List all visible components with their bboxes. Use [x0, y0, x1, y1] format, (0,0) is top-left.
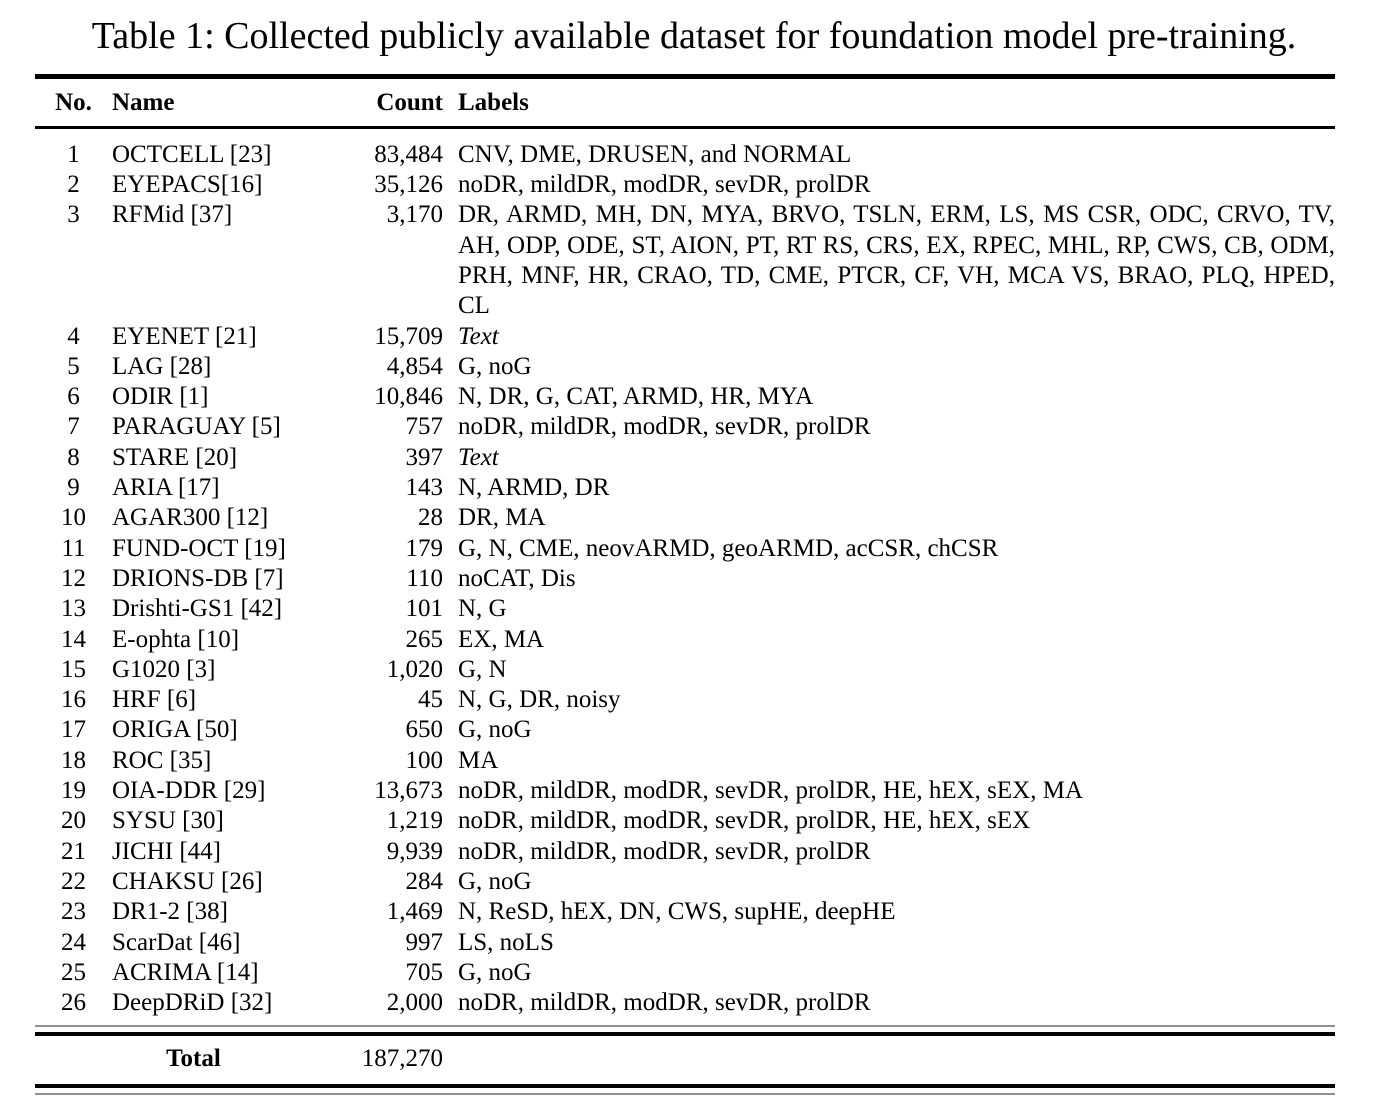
dataset-count-cell: 9,939: [386, 837, 443, 865]
rule-above-total: [35, 1025, 1335, 1036]
dataset-labels-cell: G, N: [458, 655, 507, 683]
row-number-cell: 6: [67, 383, 80, 411]
row-number-cell: 9: [67, 474, 80, 502]
dataset-name-cell: HRF [6]: [112, 686, 197, 714]
dataset-name-cell: DeepDRiD [32]: [112, 989, 273, 1017]
header-count: Count: [352, 76, 443, 127]
dataset-count-cell: 2,000: [386, 989, 443, 1017]
table-row: [35, 594, 1335, 624]
dataset-name-cell: SYSU [30]: [112, 807, 224, 835]
total-label: Total: [166, 1045, 221, 1073]
dataset-name-cell: PARAGUAY [5]: [112, 413, 281, 441]
dataset-labels-cell: CNV, DME, DRUSEN, and NORMAL: [458, 140, 852, 168]
dataset-count-cell: 179: [405, 534, 443, 562]
dataset-count-cell: 45: [418, 686, 443, 714]
table-row: [35, 503, 1335, 533]
dataset-labels-cell: G, noG: [458, 716, 532, 744]
dataset-name-cell: G1020 [3]: [112, 655, 216, 683]
double-rule-bottom: [35, 1084, 1335, 1095]
total-empty-cell: [443, 1036, 1335, 1083]
dataset-name-cell: OCTCELL [23]: [112, 140, 272, 168]
dataset-name-cell: LAG [28]: [112, 352, 212, 380]
table-row: [35, 837, 1335, 867]
header-no: No.: [35, 76, 112, 127]
dataset-count-cell: 650: [405, 716, 443, 744]
dataset-name-cell: EYENET [21]: [112, 322, 257, 350]
dataset-count-cell: 265: [405, 625, 443, 653]
dataset-count-cell: 101: [405, 595, 443, 623]
row-number-cell: 4: [67, 322, 80, 350]
row-number-cell: 26: [61, 989, 86, 1017]
dataset-labels-cell: G, noG: [458, 867, 532, 895]
table-row: [35, 685, 1335, 715]
dataset-count-cell: 705: [405, 958, 443, 986]
dataset-name-cell: DRIONS-DB [7]: [112, 564, 284, 592]
table-row: [35, 443, 1335, 473]
row-number-cell: 16: [61, 686, 86, 714]
header-name: Name: [112, 76, 352, 127]
dataset-count-cell: 3,170: [386, 201, 443, 229]
row-number-cell: 10: [61, 504, 86, 532]
dataset-name-cell: CHAKSU [26]: [112, 867, 263, 895]
dataset-labels-cell: MA: [458, 746, 499, 774]
row-number-cell: 5: [67, 352, 80, 380]
row-number-cell: 7: [67, 413, 80, 441]
dataset-labels-cell: G, noG: [458, 352, 532, 380]
dataset-name-cell: OIA-DDR [29]: [112, 777, 266, 805]
table-row: [35, 127, 1335, 170]
dataset-labels-cell: G, noG: [458, 958, 532, 986]
table-row: [35, 988, 1335, 1025]
dataset-name-cell: STARE [20]: [112, 443, 238, 471]
total-row: [35, 1036, 1335, 1083]
table-caption: Table 1: Collected publicly available dataset for foundation model pre-training.: [91, 15, 1297, 57]
dataset-labels-cell: DR, ARMD, MH, DN, MYA, BRVO, TSLN, ERM, LS, MS CSR, ODC, CRVO, TV, AH, ODP, ODE, ST, AION, PT, RT RS, CRS, EX, RPEC, MHL, RP, CWS, CB, ODM, PRH, MNF, HR, CRAO, TD, CME, PTCR, CF, VH, MCA VS, BRAO, PLQ, HPED, CL: [458, 201, 1335, 320]
dataset-labels-cell: G, N, CME, neovARMD, geoARMD, acCSR, chCSR: [458, 534, 999, 562]
table-row: [35, 897, 1335, 927]
table-row: [35, 200, 1335, 321]
table-footer: [35, 1025, 1335, 1094]
dataset-name-cell: ODIR [1]: [112, 383, 209, 411]
dataset-name-cell: FUND-OCT [19]: [112, 534, 286, 562]
dataset-name-cell: ACRIMA [14]: [112, 958, 259, 986]
dataset-labels-cell: noCAT, Dis: [458, 564, 576, 592]
dataset-count-cell: 28: [418, 504, 443, 532]
table-row: [35, 473, 1335, 503]
dataset-name-cell: ScarDat [46]: [112, 928, 241, 956]
table-row: [35, 564, 1335, 594]
table-row: [35, 625, 1335, 655]
row-number-cell: 14: [61, 625, 86, 653]
double-rule-top: [35, 1025, 1335, 1036]
dataset-count-cell: 10,846: [374, 383, 443, 411]
dataset-name-cell: Drishti-GS1 [42]: [112, 595, 283, 623]
table-row: [35, 776, 1335, 806]
dataset-count-cell: 100: [405, 746, 443, 774]
dataset-labels-cell: Text: [458, 443, 499, 471]
dataset-labels-cell: noDR, mildDR, modDR, sevDR, prolDR: [458, 413, 871, 441]
rule-bottom: [35, 1084, 1335, 1095]
dataset-count-cell: 13,673: [374, 777, 443, 805]
dataset-labels-cell: noDR, mildDR, modDR, sevDR, prolDR: [458, 837, 871, 865]
dataset-count-cell: 35,126: [374, 171, 443, 199]
table-row: [35, 322, 1335, 352]
table-row: [35, 352, 1335, 382]
dataset-labels-cell: EX, MA: [458, 625, 545, 653]
table-row: [35, 534, 1335, 564]
dataset-labels-cell: noDR, mildDR, modDR, sevDR, prolDR, HE, hEX, sEX: [458, 807, 1031, 835]
table-row: [35, 655, 1335, 685]
dataset-labels-cell: N, ARMD, DR: [458, 474, 610, 502]
dataset-labels-cell: N, DR, G, CAT, ARMD, HR, MYA: [458, 383, 814, 411]
dataset-count-cell: 284: [405, 867, 443, 895]
row-number-cell: 18: [61, 746, 86, 774]
row-number-cell: 17: [61, 716, 86, 744]
table-body: [35, 127, 1335, 1025]
row-number-cell: 12: [61, 564, 86, 592]
table-row: [35, 170, 1335, 200]
dataset-name-cell: DR1-2 [38]: [112, 898, 228, 926]
dataset-count-cell: 1,020: [386, 655, 443, 683]
dataset-count-cell: 397: [405, 443, 443, 471]
row-number-cell: 1: [67, 140, 80, 168]
table-row: [35, 746, 1335, 776]
table-row: [35, 958, 1335, 988]
row-number-cell: 23: [61, 898, 86, 926]
dataset-name-cell: EYEPACS[16]: [112, 171, 263, 199]
dataset-count-cell: 1,469: [386, 898, 443, 926]
row-number-cell: 20: [61, 807, 86, 835]
dataset-name-cell: JICHI [44]: [112, 837, 222, 865]
table-header: [35, 76, 1335, 127]
dataset-labels-cell: Text: [458, 322, 499, 350]
dataset-name-cell: E-ophta [10]: [112, 625, 240, 653]
dataset-name-cell: ARIA [17]: [112, 474, 220, 502]
table-row: [35, 382, 1335, 412]
dataset-labels-cell: noDR, mildDR, modDR, sevDR, prolDR: [458, 171, 871, 199]
dataset-count-cell: 997: [405, 928, 443, 956]
dataset-labels-cell: noDR, mildDR, modDR, sevDR, prolDR: [458, 989, 871, 1017]
dataset-name-cell: ORIGA [50]: [112, 716, 238, 744]
dataset-table: [35, 74, 1335, 1095]
table-row: [35, 412, 1335, 442]
row-number-cell: 2: [67, 171, 80, 199]
dataset-labels-cell: N, ReSD, hEX, DN, CWS, supHE, deepHE: [458, 898, 896, 926]
table-row: [35, 867, 1335, 897]
dataset-name-cell: RFMid [37]: [112, 201, 233, 229]
dataset-count-cell: 110: [406, 564, 443, 592]
row-number-cell: 24: [61, 928, 86, 956]
dataset-labels-cell: noDR, mildDR, modDR, sevDR, prolDR, HE, hEX, sEX, MA: [458, 777, 1084, 805]
dataset-count-cell: 15,709: [374, 322, 443, 350]
dataset-name-cell: AGAR300 [12]: [112, 504, 269, 532]
total-count: 187,270: [361, 1045, 443, 1073]
dataset-labels-cell: DR, MA: [458, 504, 546, 532]
row-number-cell: 11: [61, 534, 86, 562]
row-number-cell: 21: [61, 837, 86, 865]
row-number-cell: 22: [61, 867, 86, 895]
table-row: [35, 806, 1335, 836]
table-row: [35, 715, 1335, 745]
dataset-labels-cell: N, G: [458, 595, 507, 623]
row-number-cell: 8: [67, 443, 80, 471]
dataset-count-cell: 4,854: [386, 352, 443, 380]
table-row: [35, 928, 1335, 958]
row-number-cell: 13: [61, 595, 86, 623]
header-labels: Labels: [443, 76, 1335, 127]
row-number-cell: 15: [61, 655, 86, 683]
dataset-labels-cell: N, G, DR, noisy: [458, 686, 621, 714]
dataset-name-cell: ROC [35]: [112, 746, 212, 774]
dataset-labels-cell: LS, noLS: [458, 928, 554, 956]
row-number-cell: 19: [61, 777, 86, 805]
dataset-count-cell: 1,219: [386, 807, 443, 835]
row-number-cell: 3: [67, 201, 80, 229]
header-row: [35, 76, 1335, 127]
dataset-count-cell: 143: [405, 474, 443, 502]
dataset-count-cell: 83,484: [374, 140, 443, 168]
dataset-count-cell: 757: [405, 413, 443, 441]
row-number-cell: 25: [61, 958, 86, 986]
